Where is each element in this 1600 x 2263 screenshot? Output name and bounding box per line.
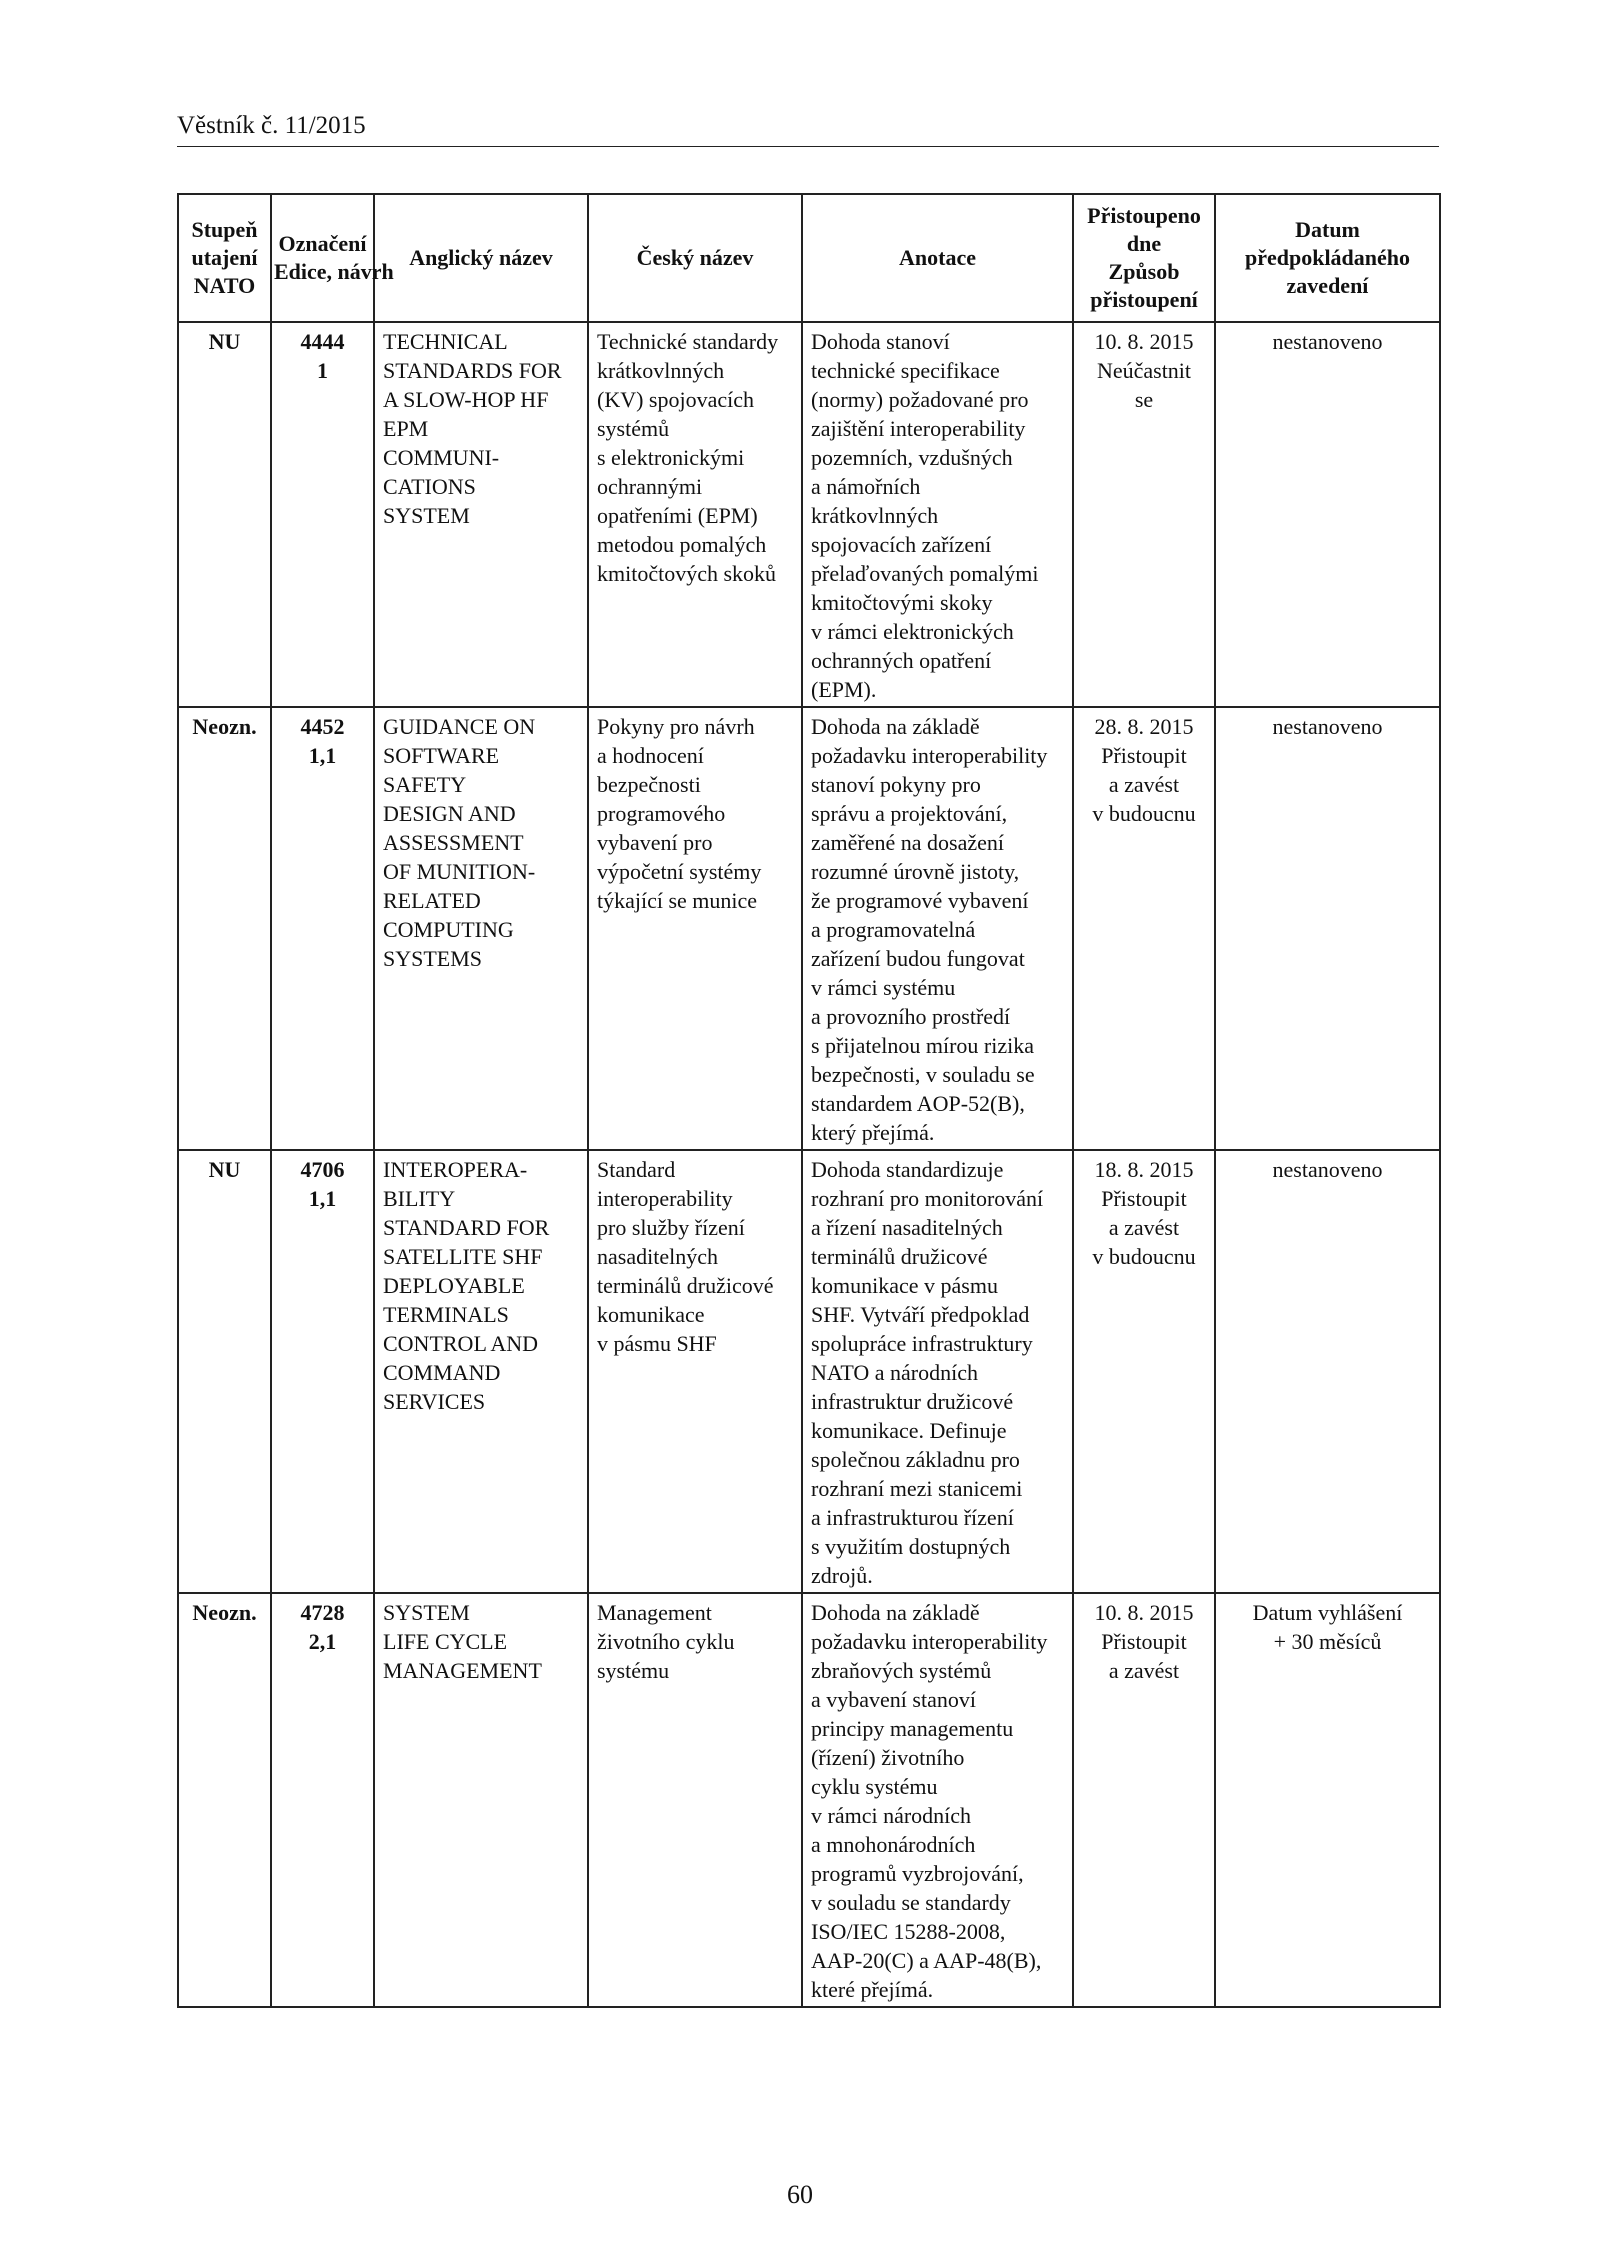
cell-text-line: 4728 bbox=[300, 1600, 345, 1625]
cell-english-title bbox=[374, 322, 588, 707]
cell-accession bbox=[1073, 1593, 1215, 2007]
cell-text-line: pozemních, vzdušných bbox=[811, 445, 1013, 470]
cell-text-line: terminálů družicové bbox=[597, 1273, 774, 1298]
cell-text-line: nestanoveno bbox=[1272, 1157, 1383, 1182]
cell-text-line: COMMAND bbox=[383, 1360, 501, 1385]
column-header-accession bbox=[1073, 194, 1215, 322]
page-header-title: Věstník č. 11/2015 bbox=[177, 112, 366, 139]
cell-text-line: Management bbox=[597, 1600, 712, 1625]
cell-text-line: TERMINALS bbox=[383, 1302, 509, 1327]
cell-text-line: Edice, návrh bbox=[274, 259, 394, 284]
cell-text-line: v rámci národních bbox=[811, 1803, 972, 1828]
cell-annotation bbox=[802, 1150, 1073, 1593]
cell-accession bbox=[1073, 322, 1215, 707]
cell-text-line: komunikace. Definuje bbox=[811, 1418, 1007, 1443]
cell-text-line: s přijatelnou mírou rizika bbox=[811, 1033, 1034, 1058]
table-header-row bbox=[178, 194, 1440, 322]
cell-text-line: 1,1 bbox=[308, 743, 337, 768]
cell-text-line: požadavku interoperability bbox=[811, 1629, 1048, 1654]
cell-text-line: s elektronickými bbox=[597, 445, 745, 470]
cell-text-line: 4444 bbox=[300, 329, 345, 354]
column-header-english-title bbox=[374, 194, 588, 322]
cell-text-line: dne bbox=[1126, 231, 1162, 256]
header-divider bbox=[177, 146, 1439, 147]
cell-text-line: rozumné úrovně jistoty, bbox=[811, 859, 1020, 884]
cell-text-line: ochrannými bbox=[597, 474, 703, 499]
cell-text-line: Český název bbox=[636, 245, 754, 270]
cell-text-line: bezpečnosti, v souladu se bbox=[811, 1062, 1035, 1087]
cell-text-line: Dohoda stanoví bbox=[811, 329, 950, 354]
cell-text-line: bezpečnosti bbox=[597, 772, 701, 797]
cell-text-line: v pásmu SHF bbox=[597, 1331, 717, 1356]
cell-text-line: (EPM). bbox=[811, 677, 877, 702]
cell-classification bbox=[178, 322, 271, 707]
cell-text-line: Označení bbox=[278, 231, 367, 256]
cell-text-line: 1,1 bbox=[308, 1186, 337, 1211]
cell-accession bbox=[1073, 1150, 1215, 1593]
cell-text-line: vybavení pro bbox=[597, 830, 713, 855]
cell-text-line: MANAGEMENT bbox=[383, 1658, 542, 1683]
cell-text-line: a zavést bbox=[1108, 1215, 1180, 1240]
cell-text-line: spojovacích zařízení bbox=[811, 532, 992, 557]
cell-text-line: pro služby řízení bbox=[597, 1215, 745, 1240]
cell-text-line: kmitočtových skoků bbox=[597, 561, 777, 586]
cell-text-line: 4452 bbox=[300, 714, 345, 739]
cell-text-line: Přistoupit bbox=[1101, 1186, 1187, 1211]
cell-text-line: systému bbox=[597, 1658, 670, 1683]
cell-text-line: a zavést bbox=[1108, 1658, 1180, 1683]
cell-text-line: stanoví pokyny pro bbox=[811, 772, 981, 797]
cell-text-line: ASSESSMENT bbox=[383, 830, 524, 855]
cell-text-line: kmitočtovými skoky bbox=[811, 590, 993, 615]
cell-text-line: předpokládaného bbox=[1244, 245, 1411, 270]
cell-text-line: Anotace bbox=[899, 245, 976, 270]
table-row bbox=[178, 1150, 1440, 1593]
cell-implementation-date bbox=[1215, 1150, 1440, 1593]
cell-text-line: SOFTWARE bbox=[383, 743, 500, 768]
cell-text-line: rozhraní mezi stanicemi bbox=[811, 1476, 1023, 1501]
cell-text-line: a infrastrukturou řízení bbox=[811, 1505, 1014, 1530]
cell-classification bbox=[178, 1593, 271, 2007]
column-header-czech-title bbox=[588, 194, 802, 322]
cell-text-line: SYSTEM bbox=[383, 1600, 470, 1625]
cell-text-line: v rámci elektronických bbox=[811, 619, 1014, 644]
cell-text-line: SYSTEMS bbox=[383, 946, 483, 971]
cell-text-line: s využitím dostupných bbox=[811, 1534, 1011, 1559]
cell-text-line: + 30 měsíců bbox=[1273, 1629, 1382, 1654]
cell-text-line: Přistoupit bbox=[1101, 743, 1187, 768]
cell-text-line: 4706 bbox=[300, 1157, 345, 1182]
cell-text-line: infrastruktur družicové bbox=[811, 1389, 1014, 1414]
cell-text-line: a řízení nasaditelných bbox=[811, 1215, 1003, 1240]
cell-text-line: a mnohonárodních bbox=[811, 1832, 976, 1857]
cell-text-line: Neozn. bbox=[192, 714, 257, 739]
cell-text-line: v souladu se standardy bbox=[811, 1890, 1011, 1915]
column-header-designation bbox=[271, 194, 394, 322]
cell-text-line: programů vyzbrojování, bbox=[811, 1861, 1024, 1886]
cell-text-line: zavedení bbox=[1286, 273, 1369, 298]
cell-text-line: Dohoda standardizuje bbox=[811, 1157, 1004, 1182]
cell-text-line: INTEROPERA- bbox=[383, 1157, 528, 1182]
column-header-annotation bbox=[802, 194, 1073, 322]
cell-text-line: spolupráce infrastruktury bbox=[811, 1331, 1033, 1356]
cell-text-line: 18. 8. 2015 bbox=[1094, 1157, 1194, 1182]
cell-text-line: CONTROL AND bbox=[383, 1331, 539, 1356]
cell-text-line: Neúčastnit bbox=[1096, 358, 1192, 383]
cell-text-line: utajení bbox=[191, 245, 258, 270]
cell-text-line: GUIDANCE ON bbox=[383, 714, 536, 739]
cell-text-line: Standard bbox=[597, 1157, 676, 1182]
cell-designation bbox=[271, 1593, 374, 2007]
cell-text-line: technické specifikace bbox=[811, 358, 1000, 383]
page-number: 60 bbox=[787, 2180, 813, 2209]
cell-text-line: zbraňových systémů bbox=[811, 1658, 992, 1683]
cell-text-line: Anglický název bbox=[409, 245, 553, 270]
cell-text-line: životního cyklu bbox=[597, 1629, 735, 1654]
cell-text-line: systémů bbox=[597, 416, 670, 441]
cell-text-line: 28. 8. 2015 bbox=[1094, 714, 1194, 739]
cell-text-line: v rámci systému bbox=[811, 975, 956, 1000]
cell-text-line: 10. 8. 2015 bbox=[1094, 1600, 1194, 1625]
cell-text-line: nestanoveno bbox=[1272, 714, 1383, 739]
column-header-implementation-date bbox=[1215, 194, 1440, 322]
cell-text-line: nestanoveno bbox=[1272, 329, 1383, 354]
cell-annotation bbox=[802, 1593, 1073, 2007]
cell-text-line: zdrojů. bbox=[811, 1563, 873, 1588]
cell-text-line: 10. 8. 2015 bbox=[1094, 329, 1194, 354]
cell-text-line: který přejímá. bbox=[811, 1120, 935, 1145]
cell-text-line: DESIGN AND bbox=[383, 801, 516, 826]
cell-text-line: TECHNICAL bbox=[383, 329, 508, 354]
cell-czech-title bbox=[588, 707, 802, 1150]
cell-text-line: (KV) spojovacích bbox=[597, 387, 755, 412]
cell-text-line: LIFE CYCLE bbox=[383, 1629, 508, 1654]
cell-text-line: DEPLOYABLE bbox=[383, 1273, 525, 1298]
cell-designation bbox=[271, 1150, 374, 1593]
cell-designation bbox=[271, 322, 374, 707]
cell-text-line: se bbox=[1134, 387, 1154, 412]
cell-text-line: a provozního prostředí bbox=[811, 1004, 1011, 1029]
cell-implementation-date bbox=[1215, 322, 1440, 707]
cell-text-line: NU bbox=[208, 329, 241, 354]
cell-classification bbox=[178, 707, 271, 1150]
cell-text-line: 2,1 bbox=[308, 1629, 337, 1654]
cell-text-line: a vybavení stanoví bbox=[811, 1687, 976, 1712]
cell-text-line: které přejímá. bbox=[811, 1977, 934, 2002]
cell-czech-title bbox=[588, 1150, 802, 1593]
cell-text-line: terminálů družicové bbox=[811, 1244, 988, 1269]
cell-text-line: metodou pomalých bbox=[597, 532, 767, 557]
cell-text-line: (normy) požadované pro bbox=[811, 387, 1029, 412]
cell-text-line: standardem AOP-52(B), bbox=[811, 1091, 1025, 1116]
cell-designation bbox=[271, 707, 374, 1150]
cell-text-line: EPM bbox=[383, 416, 429, 441]
cell-czech-title bbox=[588, 322, 802, 707]
cell-text-line: a námořních bbox=[811, 474, 921, 499]
cell-text-line: 1 bbox=[317, 358, 328, 383]
cell-text-line: Dohoda na základě bbox=[811, 714, 980, 739]
cell-text-line: přistoupení bbox=[1090, 287, 1198, 312]
cell-text-line: Způsob bbox=[1108, 259, 1180, 284]
cell-text-line: rozhraní pro monitorování bbox=[811, 1186, 1044, 1211]
cell-text-line: a zavést bbox=[1108, 772, 1180, 797]
cell-text-line: komunikace bbox=[597, 1302, 705, 1327]
cell-text-line: NU bbox=[208, 1157, 241, 1182]
cell-text-line: STANDARDS FOR bbox=[383, 358, 562, 383]
cell-text-line: cyklu systému bbox=[811, 1774, 938, 1799]
cell-implementation-date bbox=[1215, 707, 1440, 1150]
cell-text-line: SHF. Vytváří předpoklad bbox=[811, 1302, 1030, 1327]
cell-annotation bbox=[802, 322, 1073, 707]
table-row bbox=[178, 1593, 1440, 2007]
cell-text-line: CATIONS bbox=[383, 474, 476, 499]
cell-text-line: SERVICES bbox=[383, 1389, 486, 1414]
cell-text-line: Datum vyhlášení bbox=[1252, 1600, 1403, 1625]
cell-text-line: AAP-20(C) a AAP-48(B), bbox=[811, 1948, 1042, 1973]
cell-text-line: nasaditelných bbox=[597, 1244, 718, 1269]
cell-text-line: OF MUNITION- bbox=[383, 859, 536, 884]
cell-text-line: interoperability bbox=[597, 1186, 733, 1211]
column-header-classification bbox=[178, 194, 271, 322]
cell-text-line: společnou základnu pro bbox=[811, 1447, 1020, 1472]
cell-text-line: a hodnocení bbox=[597, 743, 704, 768]
cell-text-line: zaměřené na dosažení bbox=[811, 830, 1004, 855]
cell-text-line: Neozn. bbox=[192, 1600, 257, 1625]
cell-classification bbox=[178, 1150, 271, 1593]
cell-text-line: NATO bbox=[193, 273, 256, 298]
cell-text-line: ISO/IEC 15288-2008, bbox=[811, 1919, 1006, 1944]
cell-text-line: opatřeními (EPM) bbox=[597, 503, 758, 528]
cell-accession bbox=[1073, 707, 1215, 1150]
cell-text-line: Přistoupeno bbox=[1087, 203, 1201, 228]
cell-czech-title bbox=[588, 1593, 802, 2007]
cell-text-line: Stupeň bbox=[191, 217, 258, 242]
cell-text-line: komunikace v pásmu bbox=[811, 1273, 998, 1298]
cell-text-line: BILITY bbox=[383, 1186, 456, 1211]
cell-text-line: výpočetní systémy bbox=[597, 859, 762, 884]
cell-text-line: krátkovlnných bbox=[811, 503, 939, 528]
cell-text-line: SYSTEM bbox=[383, 503, 470, 528]
table-row bbox=[178, 707, 1440, 1150]
cell-text-line: NATO a národních bbox=[811, 1360, 978, 1385]
cell-text-line: Technické standardy bbox=[597, 329, 779, 354]
table-row bbox=[178, 322, 1440, 707]
cell-text-line: A SLOW-HOP HF bbox=[383, 387, 549, 412]
cell-text-line: Přistoupit bbox=[1101, 1629, 1187, 1654]
cell-text-line: (řízení) životního bbox=[811, 1745, 965, 1770]
cell-implementation-date bbox=[1215, 1593, 1440, 2007]
cell-text-line: že programové vybavení bbox=[811, 888, 1029, 913]
cell-text-line: zařízení budou fungovat bbox=[811, 946, 1025, 971]
cell-text-line: SATELLITE SHF bbox=[383, 1244, 543, 1269]
cell-text-line: principy managementu bbox=[811, 1716, 1014, 1741]
nato-standards-table bbox=[177, 193, 1441, 2008]
cell-text-line: krátkovlnných bbox=[597, 358, 725, 383]
cell-english-title bbox=[374, 1150, 588, 1593]
cell-text-line: zajištění interoperability bbox=[811, 416, 1026, 441]
cell-text-line: v budoucnu bbox=[1092, 801, 1196, 826]
cell-text-line: Pokyny pro návrh bbox=[597, 714, 755, 739]
cell-text-line: Dohoda na základě bbox=[811, 1600, 980, 1625]
cell-text-line: v budoucnu bbox=[1092, 1244, 1196, 1269]
cell-text-line: a programovatelná bbox=[811, 917, 976, 942]
cell-text-line: týkající se munice bbox=[597, 888, 758, 913]
cell-annotation bbox=[802, 707, 1073, 1150]
cell-text-line: COMPUTING bbox=[383, 917, 514, 942]
cell-text-line: přelaďovaných pomalými bbox=[811, 561, 1039, 586]
cell-text-line: programového bbox=[597, 801, 726, 826]
cell-text-line: COMMUNI- bbox=[383, 445, 500, 470]
cell-english-title bbox=[374, 707, 588, 1150]
cell-text-line: STANDARD FOR bbox=[383, 1215, 550, 1240]
cell-text-line: Datum bbox=[1295, 217, 1360, 242]
cell-english-title bbox=[374, 1593, 588, 2007]
cell-text-line: RELATED bbox=[383, 888, 481, 913]
cell-text-line: ochranných opatření bbox=[811, 648, 992, 673]
cell-text-line: SAFETY bbox=[383, 772, 467, 797]
cell-text-line: správu a projektování, bbox=[811, 801, 1008, 826]
cell-text-line: požadavku interoperability bbox=[811, 743, 1048, 768]
